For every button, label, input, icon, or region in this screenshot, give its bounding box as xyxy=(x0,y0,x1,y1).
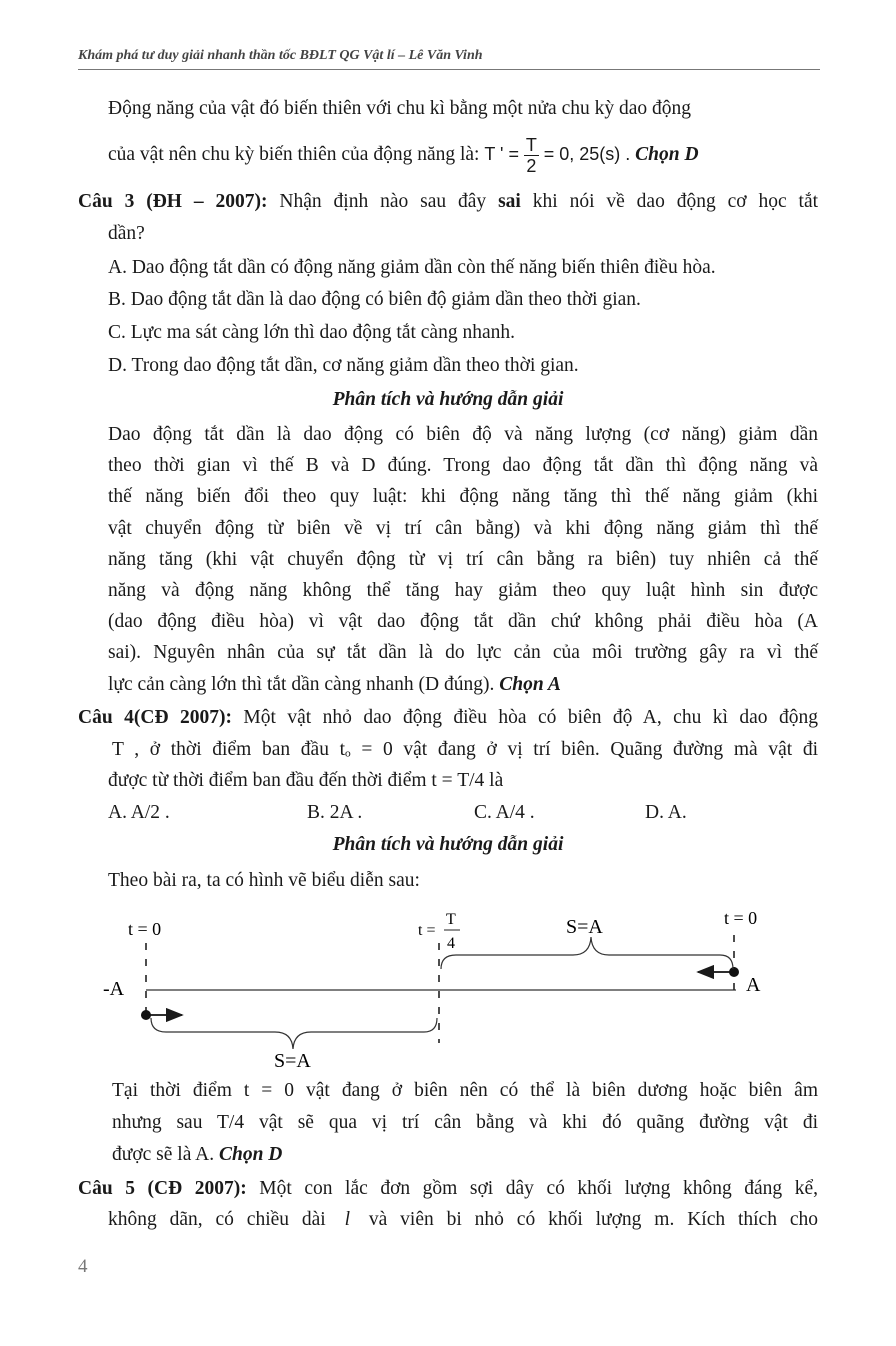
q4-analysis-title: Phân tích và hướng dẫn giải xyxy=(332,834,564,855)
label-s-top: S=A xyxy=(566,916,603,938)
q4-label: Câu 4(CĐ 2007): xyxy=(78,707,232,728)
q3-analysis-line: năng và động năng không thể tăng hay giảm theo quy luật hình sin được xyxy=(108,580,818,601)
intro-line-1: Động năng của vật đó biến thiên với chu kì bằng một nửa chu kỳ dao động xyxy=(108,98,692,119)
q5-text-a: không dãn, có chiều dài xyxy=(108,1209,326,1230)
q4-figure-intro: Theo bài ra, ta có hình vẽ biểu diễn sau: xyxy=(108,870,420,891)
label-t0-left: t = 0 xyxy=(128,919,162,939)
motion-diagram xyxy=(0,895,896,1075)
q5-line-1 xyxy=(78,1176,818,1202)
label-negative-amplitude: -A xyxy=(103,978,125,1000)
q4-line-2: T , ở thời điểm ban đầu tₒ = 0 vật đang ở vị trí biên. Quãng đường mà vật đi xyxy=(112,739,818,760)
q3-option-c: C. Lực ma sát càng lớn thì dao động tắt càng nhanh. xyxy=(108,322,515,343)
q4-option-a: A. A/2 . xyxy=(108,802,170,823)
fraction-numerator: T xyxy=(525,135,537,156)
q3-analysis-text: lực cản càng lớn thì tắt dần càng nhanh (D đúng). xyxy=(108,674,495,695)
q3-analysis-title: Phân tích và hướng dẫn giải xyxy=(332,389,564,410)
fraction-denominator: 2 xyxy=(526,156,537,177)
q4-option-d: D. A. xyxy=(645,802,687,823)
q4-line-3: được từ thời điểm ban đầu đến thời điểm t = T/4 là xyxy=(108,770,504,791)
label-t-mid: t = xyxy=(418,922,436,939)
formula-lhs: T ' = xyxy=(484,144,519,164)
page-number: 4 xyxy=(78,1256,88,1277)
q3-analysis-last xyxy=(108,672,561,698)
running-header: Khám phá tư duy giải nhanh thần tốc BĐLT QG Vật lí – Lê Văn Vinh xyxy=(78,48,483,63)
label-t-mid-num: T xyxy=(446,911,456,928)
q5-length-symbol: l xyxy=(344,1209,351,1230)
header-divider xyxy=(78,69,820,70)
q3-analysis-line: thế năng biến đổi theo quy luật: khi động năng tăng thì thế năng giảm (khi xyxy=(108,486,818,507)
q3-analysis-line: Dao động tắt dần là dao động có biên độ và năng lượng (cơ năng) giảm dần xyxy=(108,424,818,445)
q3-answer: Chọn A xyxy=(499,674,561,695)
q3-analysis-line: vật chuyển động từ biên về vị trí cân bằng) và khi động năng giảm thì thế xyxy=(108,518,818,539)
q3-label: Câu 3 (ĐH – 2007): xyxy=(78,191,268,212)
label-t0-right: t = 0 xyxy=(724,908,758,928)
label-t-mid-den: 4 xyxy=(447,935,455,952)
q3-option-a: A. Dao động tắt dần có động năng giảm dần còn thế năng biến thiên điều hòa. xyxy=(108,257,716,278)
q5-text: Một con lắc đơn gồm sợi dây có khối lượng không đáng kể, xyxy=(259,1178,819,1199)
formula-fraction xyxy=(524,135,539,176)
q3-analysis-line: (dao động điều hòa) vì vật dao động tắt dần chứ không phải điều hòa (A xyxy=(108,611,818,632)
q3-analysis-line: sai). Nguyên nhân của sự tắt dần là do lực cản của môi trường gây ra vì thế xyxy=(108,642,818,663)
q4-after-text: được sẽ là A. xyxy=(112,1144,215,1165)
q3-analysis-line: theo thời gian vì thế B và D đúng. Trong dao động tắt dần thì động năng và xyxy=(108,455,818,476)
formula-rhs: = 0, 25(s) . xyxy=(543,144,631,164)
q4-after-line: nhưng sau T/4 vật sẽ qua vị trí cân bằng và khi đó quãng đường vật đi xyxy=(112,1112,818,1133)
q4-after-last xyxy=(112,1142,282,1168)
q3-keyword: sai xyxy=(498,191,521,212)
q3-analysis-line: năng tăng (khi vật chuyển động từ vị trí cân bằng ra biên) tuy nhiên cả thế xyxy=(108,549,818,570)
q3-line-2: dần? xyxy=(108,223,145,244)
label-s-bottom: S=A xyxy=(274,1050,311,1072)
q5-text-b: và viên bi nhỏ có khối lượng m. Kích thích cho xyxy=(368,1209,818,1230)
intro-line-2 xyxy=(108,132,699,177)
q5-label: Câu 5 (CĐ 2007): xyxy=(78,1178,247,1199)
label-positive-amplitude: A xyxy=(746,974,761,996)
q3-option-b: B. Dao động tắt dần là dao động có biên độ giảm dần theo thời gian. xyxy=(108,289,641,310)
q3-option-d: D. Trong dao động tắt dần, cơ năng giảm dần theo thời gian. xyxy=(108,355,579,376)
intro-answer: Chọn D xyxy=(635,144,699,165)
q4-answer: Chọn D xyxy=(218,1144,283,1165)
top-brace xyxy=(441,937,733,969)
q4-text: Một vật nhỏ dao động điều hòa có biên độ A, chu kì dao động xyxy=(243,707,818,728)
q4-option-c: C. A/4 . xyxy=(474,802,535,823)
q4-after-line: Tại thời điểm t = 0 vật đang ở biên nên có thể là biên dương hoặc biên âm xyxy=(112,1080,818,1101)
bottom-brace xyxy=(151,1018,437,1049)
q3-line-1 xyxy=(78,189,818,215)
q4-option-b: B. 2A . xyxy=(307,802,363,823)
q3-text-b: khi nói về dao động cơ học tắt xyxy=(532,191,819,212)
q5-line-2 xyxy=(108,1207,818,1233)
q3-text-a: Nhận định nào sau đây xyxy=(279,191,487,212)
q4-line-1 xyxy=(78,705,818,731)
intro-text: của vật nên chu kỳ biến thiên của động năng là: xyxy=(108,144,480,165)
